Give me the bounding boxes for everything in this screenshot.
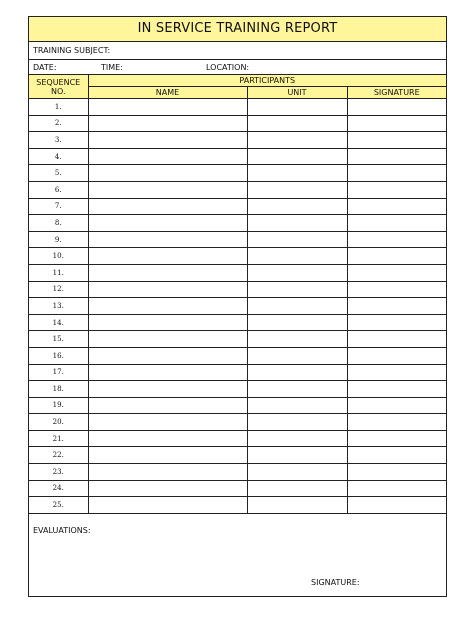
date-time-location-row — [29, 60, 446, 75]
table-row — [29, 248, 446, 265]
unit-cell[interactable] — [247, 464, 347, 481]
table-row — [29, 132, 446, 149]
sequence-number: 3. — [29, 132, 88, 149]
signature-cell[interactable] — [347, 148, 446, 165]
signature-cell[interactable] — [347, 231, 446, 248]
name-cell[interactable] — [88, 414, 247, 431]
unit-cell[interactable] — [247, 364, 347, 381]
table-row — [29, 364, 446, 381]
unit-cell[interactable] — [247, 414, 347, 431]
evaluations-label: EVALUATIONS: — [33, 526, 91, 535]
signature-cell[interactable] — [347, 181, 446, 198]
signature-cell[interactable] — [347, 397, 446, 414]
evaluations-section — [29, 518, 446, 596]
name-cell[interactable] — [88, 364, 247, 381]
sequence-number: 4. — [29, 148, 88, 165]
table-row — [29, 198, 446, 215]
sequence-number: 19. — [29, 397, 88, 414]
unit-cell[interactable] — [247, 430, 347, 447]
table-row — [29, 231, 446, 248]
sequence-number: 17. — [29, 364, 88, 381]
unit-cell[interactable] — [247, 480, 347, 497]
signature-cell[interactable] — [347, 414, 446, 431]
table-row — [29, 264, 446, 281]
table-row — [29, 314, 446, 331]
table-row — [29, 115, 446, 132]
sequence-number: 16. — [29, 347, 88, 364]
name-cell[interactable] — [88, 298, 247, 315]
unit-cell[interactable] — [247, 115, 347, 132]
unit-cell[interactable] — [247, 215, 347, 232]
name-cell[interactable] — [88, 497, 247, 514]
signature-cell[interactable] — [347, 480, 446, 497]
unit-cell[interactable] — [247, 447, 347, 464]
signature-cell[interactable] — [347, 430, 446, 447]
signature-cell[interactable] — [347, 165, 446, 182]
sequence-number: 20. — [29, 414, 88, 431]
name-cell[interactable] — [88, 430, 247, 447]
name-cell[interactable] — [88, 464, 247, 481]
name-cell[interactable] — [88, 264, 247, 281]
participants-table — [29, 75, 446, 514]
signature-cell[interactable] — [347, 364, 446, 381]
table-row — [29, 331, 446, 348]
sequence-number: 24. — [29, 480, 88, 497]
table-row — [29, 397, 446, 414]
participants-header: PARTICIPANTS — [88, 75, 446, 87]
sequence-number: 18. — [29, 381, 88, 398]
participant-rows — [29, 99, 446, 514]
table-row — [29, 381, 446, 398]
sequence-number: 23. — [29, 464, 88, 481]
name-cell[interactable] — [88, 148, 247, 165]
name-cell[interactable] — [88, 231, 247, 248]
signature-cell[interactable] — [347, 381, 446, 398]
training-subject-label: TRAINING SUBJECT: — [33, 46, 111, 55]
name-cell[interactable] — [88, 397, 247, 414]
name-cell[interactable] — [88, 132, 247, 149]
signature-cell[interactable] — [347, 99, 446, 116]
signature-cell[interactable] — [347, 464, 446, 481]
sequence-number: 21. — [29, 430, 88, 447]
table-row — [29, 215, 446, 232]
sequence-number: 7. — [29, 198, 88, 215]
name-cell[interactable] — [88, 347, 247, 364]
unit-cell[interactable] — [247, 231, 347, 248]
signature-cell[interactable] — [347, 347, 446, 364]
sequence-number: 8. — [29, 215, 88, 232]
name-column-header: NAME — [88, 87, 247, 99]
unit-cell[interactable] — [247, 165, 347, 182]
name-cell[interactable] — [88, 165, 247, 182]
name-cell[interactable] — [88, 381, 247, 398]
signature-cell[interactable] — [347, 248, 446, 265]
table-row — [29, 281, 446, 298]
name-cell[interactable] — [88, 480, 247, 497]
signature-cell[interactable] — [347, 132, 446, 149]
signature-cell[interactable] — [347, 215, 446, 232]
signature-cell[interactable] — [347, 447, 446, 464]
table-row — [29, 464, 446, 481]
unit-cell[interactable] — [247, 314, 347, 331]
unit-cell[interactable] — [247, 281, 347, 298]
signature-cell[interactable] — [347, 198, 446, 215]
name-cell[interactable] — [88, 331, 247, 348]
unit-column-header: UNIT — [247, 87, 347, 99]
table-row — [29, 181, 446, 198]
unit-cell[interactable] — [247, 99, 347, 116]
signature-cell[interactable] — [347, 115, 446, 132]
table-row — [29, 497, 446, 514]
time-label: TIME: — [101, 63, 123, 72]
signature-label: SIGNATURE: — [311, 578, 360, 587]
sequence-number: 2. — [29, 115, 88, 132]
name-cell[interactable] — [88, 248, 247, 265]
date-label: DATE: — [33, 63, 57, 72]
name-cell[interactable] — [88, 115, 247, 132]
name-cell[interactable] — [88, 281, 247, 298]
unit-cell[interactable] — [247, 248, 347, 265]
table-row — [29, 480, 446, 497]
name-cell[interactable] — [88, 314, 247, 331]
sequence-number: 1. — [29, 99, 88, 116]
unit-cell[interactable] — [247, 198, 347, 215]
sequence-number: 13. — [29, 298, 88, 315]
sequence-number: 9. — [29, 231, 88, 248]
signature-cell[interactable] — [347, 331, 446, 348]
signature-cell[interactable] — [347, 497, 446, 514]
table-row — [29, 347, 446, 364]
training-report-form — [28, 16, 447, 597]
name-cell[interactable] — [88, 181, 247, 198]
signature-cell[interactable] — [347, 314, 446, 331]
unit-cell[interactable] — [247, 331, 347, 348]
unit-cell[interactable] — [247, 148, 347, 165]
table-row — [29, 165, 446, 182]
signature-cell[interactable] — [347, 264, 446, 281]
table-row — [29, 430, 446, 447]
sequence-number: 22. — [29, 447, 88, 464]
unit-cell[interactable] — [247, 298, 347, 315]
table-row — [29, 298, 446, 315]
unit-cell[interactable] — [247, 132, 347, 149]
location-label: LOCATION: — [206, 63, 250, 72]
sequence-number: 5. — [29, 165, 88, 182]
training-subject-field — [29, 42, 446, 60]
signature-cell[interactable] — [347, 298, 446, 315]
report-title: IN SERVICE TRAINING REPORT — [29, 17, 446, 42]
signature-column-header: SIGNATURE — [347, 87, 446, 99]
sequence-number: 25. — [29, 497, 88, 514]
sequence-number: 15. — [29, 331, 88, 348]
sequence-number: 12. — [29, 281, 88, 298]
table-row — [29, 99, 446, 116]
sequence-header: SEQUENCE NO. — [29, 75, 88, 99]
unit-cell[interactable] — [247, 181, 347, 198]
unit-cell[interactable] — [247, 264, 347, 281]
name-cell[interactable] — [88, 198, 247, 215]
name-cell[interactable] — [88, 99, 247, 116]
sequence-number: 6. — [29, 181, 88, 198]
sequence-number: 14. — [29, 314, 88, 331]
unit-cell[interactable] — [247, 347, 347, 364]
name-cell[interactable] — [88, 447, 247, 464]
signature-cell[interactable] — [347, 281, 446, 298]
table-row — [29, 148, 446, 165]
sequence-number: 11. — [29, 264, 88, 281]
unit-cell[interactable] — [247, 397, 347, 414]
unit-cell[interactable] — [247, 381, 347, 398]
name-cell[interactable] — [88, 215, 247, 232]
sequence-number: 10. — [29, 248, 88, 265]
table-row — [29, 447, 446, 464]
unit-cell[interactable] — [247, 497, 347, 514]
table-row — [29, 414, 446, 431]
